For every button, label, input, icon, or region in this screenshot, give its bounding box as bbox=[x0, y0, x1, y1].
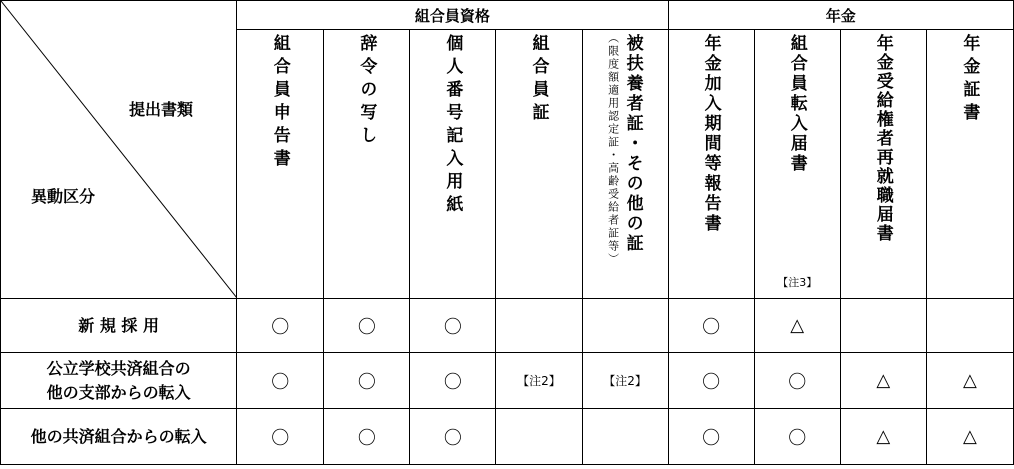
submit-docs-label: 提出書類 bbox=[129, 100, 194, 119]
member-group-header: 組合員資格 bbox=[237, 1, 668, 30]
table-row: 他の共済組合からの転入 〇 〇 〇 〇 〇 △ △ bbox=[1, 409, 1014, 465]
row-label-other-union-transfer: 他の共済組合からの転入 bbox=[1, 409, 237, 465]
table-row: 新 規 採 用 〇 〇 〇 〇 △ bbox=[1, 299, 1014, 353]
col-header-member-card: 組合員証 bbox=[496, 30, 582, 299]
note2-dependent-card: 【注2】 bbox=[582, 353, 668, 409]
col-header-my-number-form: 個人番号記入用紙 bbox=[410, 30, 496, 299]
row-label-branch-transfer: 公立学校共済組合の 他の支部からの転入 bbox=[1, 353, 237, 409]
corner-header bbox=[1, 1, 237, 299]
row-label-new-hire: 新 規 採 用 bbox=[1, 299, 237, 353]
col-header-member-declaration: 組合員申告書 bbox=[237, 30, 324, 299]
diagonal-line bbox=[1, 1, 237, 298]
pension-group-header: 年金 bbox=[668, 1, 1013, 30]
col-header-pension-certificate: 年金証書 bbox=[926, 30, 1013, 299]
change-category-label: 異動区分 bbox=[31, 187, 96, 206]
table-row: 公立学校共済組合の 他の支部からの転入 〇 〇 〇 【注2】 【注2】 〇 〇 △ △ bbox=[1, 353, 1014, 409]
note3: 【注3】 bbox=[777, 276, 818, 289]
dependent-card-subnote: （限度額適用認定証・高齢受給者証等） bbox=[606, 32, 620, 266]
col-header-member-transfer-form: 組合員転入届書 【注3】 bbox=[754, 30, 840, 299]
note2-member-card: 【注2】 bbox=[496, 353, 582, 409]
col-header-pensioner-reemployment: 年金受給権者再就職届書 bbox=[840, 30, 926, 299]
col-header-appointment-copy: 辞令の写し bbox=[324, 30, 410, 299]
col-header-pension-period-report: 年金加入期間等報告書 bbox=[668, 30, 754, 299]
col-header-dependent-card: 被扶養者証・その他の証 （限度額適用認定証・高齢受給者証等） bbox=[582, 30, 668, 299]
